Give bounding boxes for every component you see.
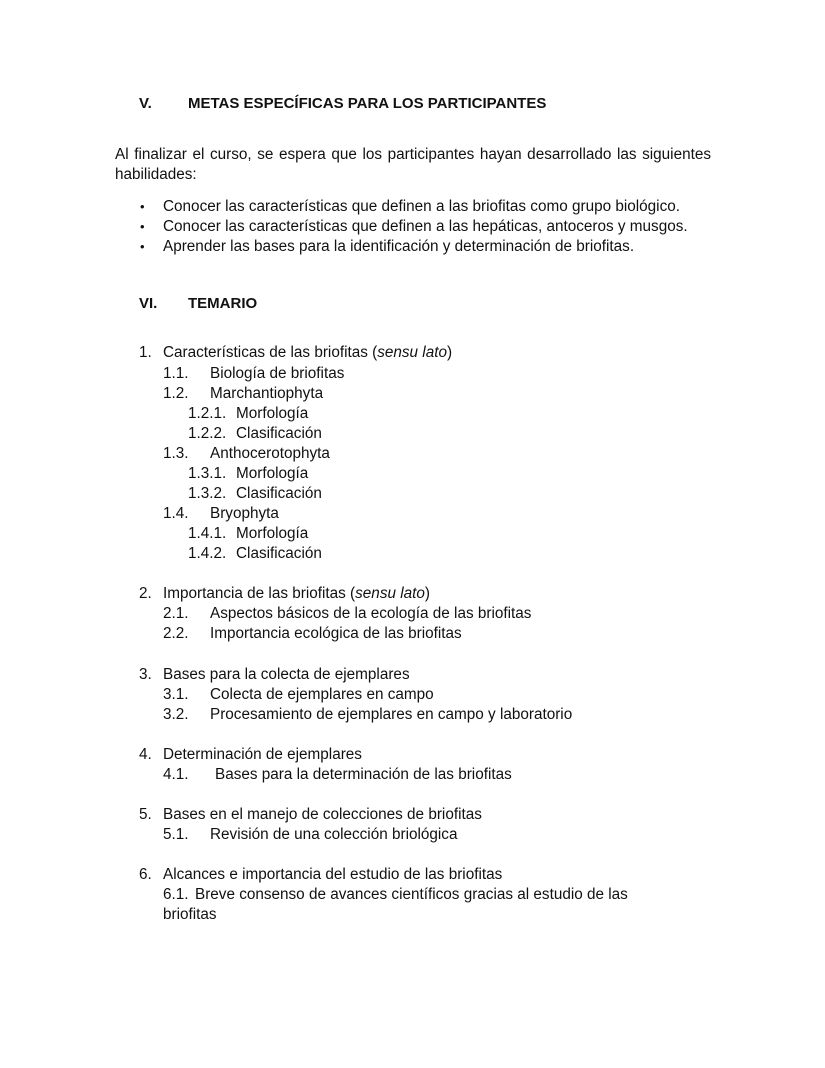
bullet-icon: • xyxy=(140,239,145,254)
temario-number: 3.2. xyxy=(163,706,189,723)
temario-item: Alcances e importancia del estudio de las briofitas xyxy=(163,866,503,883)
temario-number: 1. xyxy=(139,344,152,361)
section-v-number: V. xyxy=(139,95,152,112)
bullet-icon: • xyxy=(140,199,145,214)
temario-item: Importancia de las briofitas (sensu lato) xyxy=(163,585,430,602)
temario-item: Clasificación xyxy=(236,485,322,502)
temario-item: Breve consenso de avances científicos gracias al estudio de las xyxy=(195,886,628,903)
bullet-icon: • xyxy=(140,219,145,234)
temario-item: Colecta de ejemplares en campo xyxy=(210,686,434,703)
temario-number: 1.1. xyxy=(163,365,189,382)
temario-item: Clasificación xyxy=(236,425,322,442)
temario-item: Morfología xyxy=(236,525,309,542)
temario-item: Revisión de una colección briológica xyxy=(210,826,458,843)
temario-number: 2.1. xyxy=(163,605,189,622)
temario-item: Bryophyta xyxy=(210,505,279,522)
bullet-item: Conocer las características que definen a las briofitas como grupo biológico. xyxy=(163,198,680,215)
temario-number: 2.2. xyxy=(163,625,189,642)
section-v-title: METAS ESPECÍFICAS PARA LOS PARTICIPANTES xyxy=(188,95,547,112)
temario-item: Características de las briofitas (sensu lato) xyxy=(163,344,453,361)
bullet-item: Conocer las características que definen a las hepáticas, antoceros y musgos. xyxy=(163,218,688,235)
temario-number: 1.4.2. xyxy=(188,545,227,562)
section-v-intro: Al finalizar el curso, se espera que los participantes hayan desarrollado las siguientes habilidades: xyxy=(115,146,711,183)
temario-number: 1.4.1. xyxy=(188,525,227,542)
temario-item: Bases para la colecta de ejemplares xyxy=(163,666,410,683)
temario-item: Aspectos básicos de la ecología de las briofitas xyxy=(210,605,532,622)
temario-item: Anthocerotophyta xyxy=(210,445,330,462)
temario-number: 1.4. xyxy=(163,505,189,522)
section-vi-title: TEMARIO xyxy=(188,295,258,312)
temario-item: Bases en el manejo de colecciones de briofitas xyxy=(163,806,482,823)
temario-item: Procesamiento de ejemplares en campo y laboratorio xyxy=(210,706,573,723)
temario-item: Morfología xyxy=(236,405,309,422)
temario-item: Determinación de ejemplares xyxy=(163,746,362,763)
temario-item: Bases para la determinación de las briofitas xyxy=(215,766,512,783)
temario-number: 1.3. xyxy=(163,445,189,462)
temario-number: 3.1. xyxy=(163,686,189,703)
temario-number: 3. xyxy=(139,666,152,683)
temario-item: Marchantiophyta xyxy=(210,385,324,402)
temario-number: 5. xyxy=(139,806,152,823)
temario-item: Clasificación xyxy=(236,545,322,562)
temario-number: 1.2. xyxy=(163,385,189,402)
section-vi-number: VI. xyxy=(139,295,158,312)
temario-number: 2. xyxy=(139,585,152,602)
temario-number: 1.2.1. xyxy=(188,405,227,422)
bullet-item: Aprender las bases para la identificación y determinación de briofitas. xyxy=(163,238,635,255)
temario-number: 4.1. xyxy=(163,766,189,783)
temario-number: 1.2.2. xyxy=(188,425,227,442)
temario-item-continuation: briofitas xyxy=(163,906,217,923)
temario-number: 6.1. xyxy=(163,886,189,903)
temario-number: 6. xyxy=(139,866,152,883)
temario-item: Morfología xyxy=(236,465,309,482)
temario-number: 1.3.2. xyxy=(188,485,227,502)
temario-item: Importancia ecológica de las briofitas xyxy=(210,625,462,642)
temario-number: 1.3.1. xyxy=(188,465,227,482)
temario-number: 5.1. xyxy=(163,826,189,843)
temario-number: 4. xyxy=(139,746,152,763)
temario-item: Biología de briofitas xyxy=(210,365,345,382)
